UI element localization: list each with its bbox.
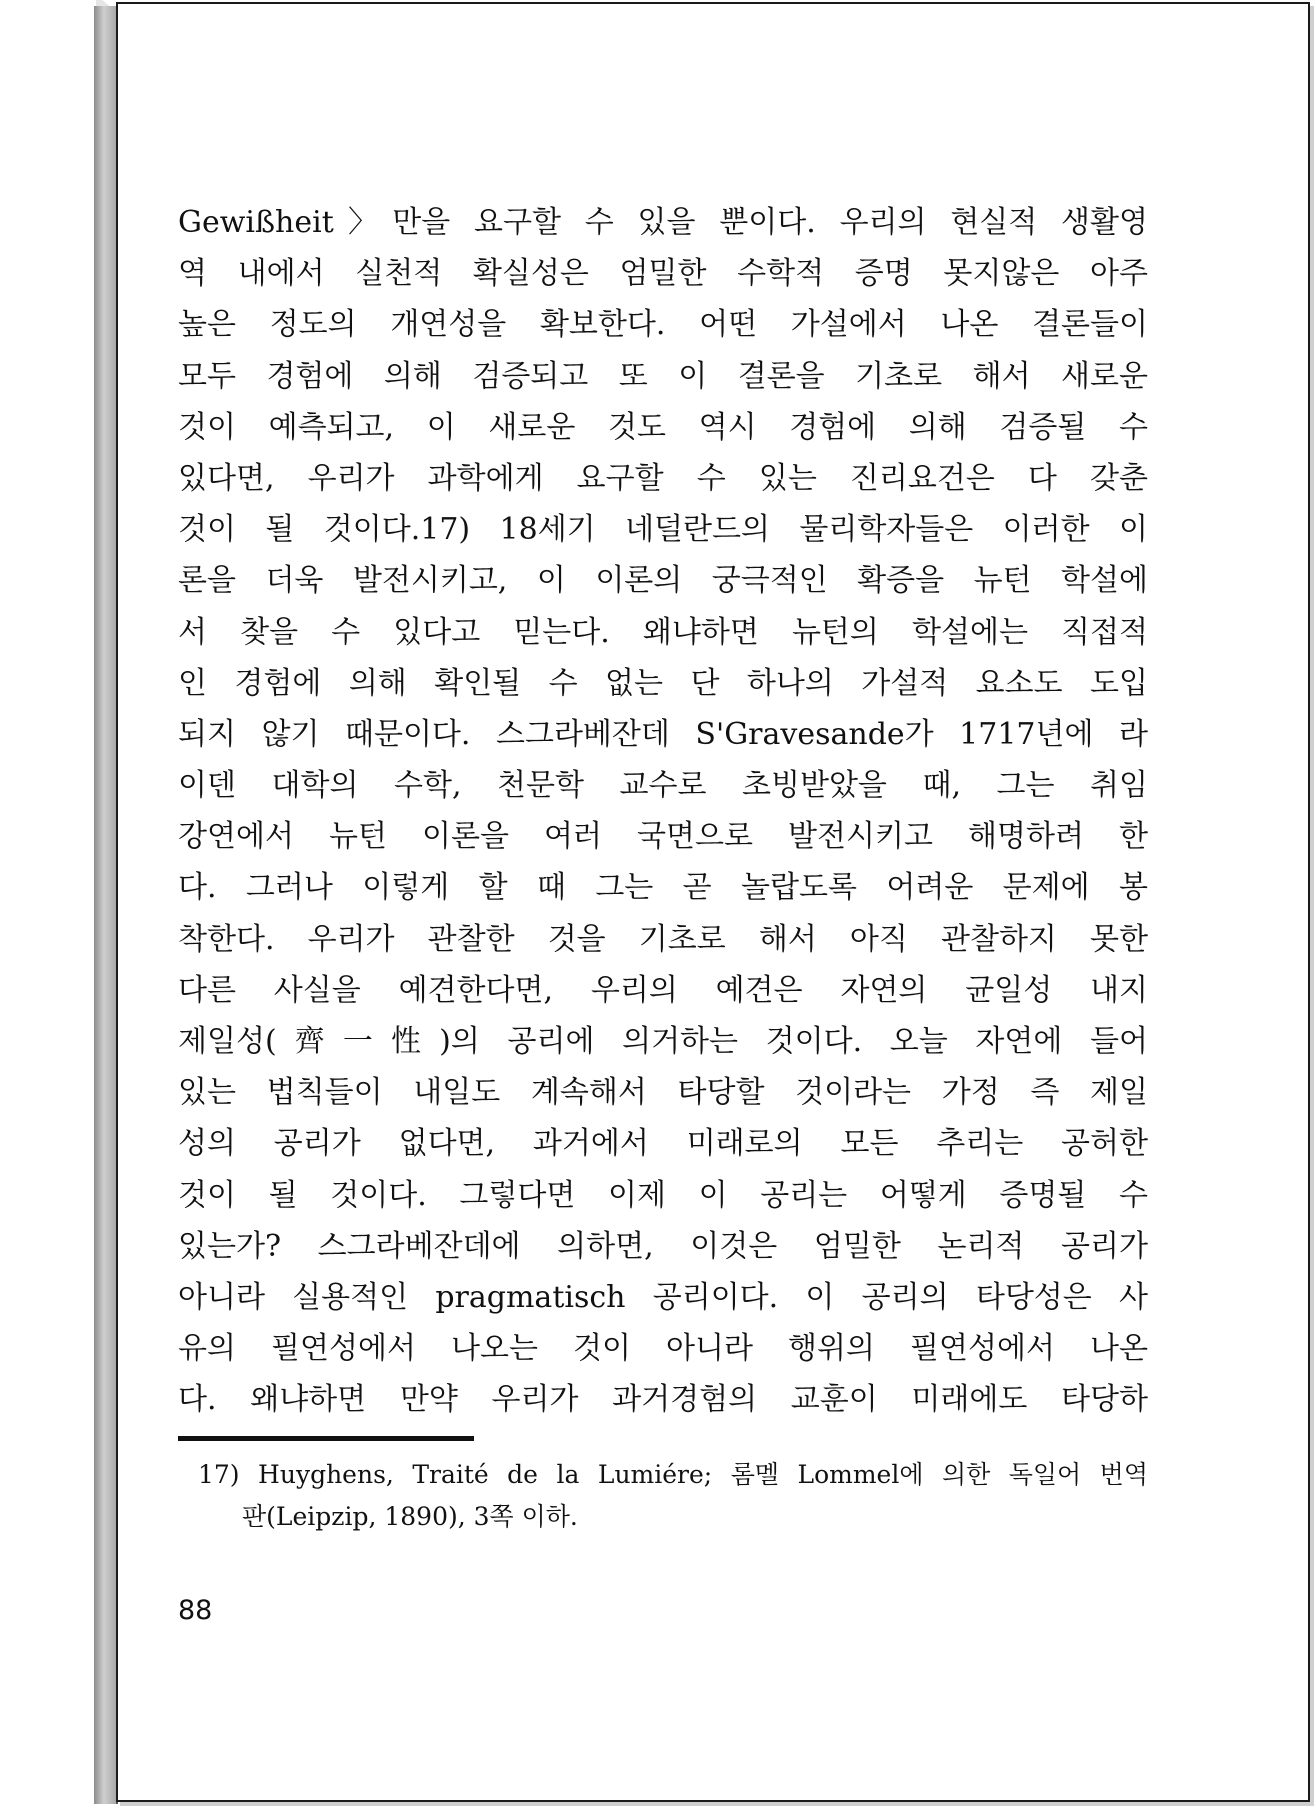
- book-spine-edge: [94, 6, 118, 1804]
- body-text-line: 다. 그러나 이렇게 할 때 그는 곧 놀랍도록 어려운 문제에 봉: [178, 870, 1148, 906]
- page-number: 88: [178, 1595, 213, 1626]
- body-text-line: 유의 필연성에서 나오는 것이 아니라 행위의 필연성에서 나온: [178, 1331, 1148, 1367]
- footnote-line: 판(Leipzip, 1890), 3쪽 이하.: [242, 1502, 578, 1531]
- body-text-line: 서 찾을 수 있다고 믿는다. 왜냐하면 뉴턴의 학설에는 직접적: [178, 614, 1148, 650]
- body-text-line: 있다면, 우리가 과학에게 요구할 수 있는 진리요건은 다 갖춘: [178, 460, 1148, 496]
- body-text-line: 제일성(齊一性)의 공리에 의거하는 것이다. 오늘 자연에 들어: [178, 1024, 1148, 1059]
- body-text-line: 것이 될 것이다. 그렇다면 이제 이 공리는 어떻게 증명될 수: [178, 1177, 1148, 1213]
- body-text-line: 되지 않기 때문이다. 스그라베잔데 S'Gravesande가 1717년에 라: [178, 716, 1148, 752]
- body-text-line: 모두 경험에 의해 검증되고 또 이 결론을 기초로 해서 새로운: [178, 358, 1148, 394]
- body-text-line: 있는가? 스그라베잔데에 의하면, 이것은 엄밀한 논리적 공리가: [178, 1228, 1148, 1264]
- body-text-line: Gewißheit〉만을 요구할 수 있을 뿐이다. 우리의 현실적 생활영: [178, 205, 1148, 240]
- body-text-line: 론을 더욱 발전시키고, 이 이론의 궁극적인 확증을 뉴턴 학설에: [178, 563, 1148, 599]
- footnote-divider: [178, 1436, 474, 1441]
- footnote-line: 17) Huyghens, Traité de la Lumiére; 롬멜 Lommel에 의한 독일어 번역: [198, 1460, 1148, 1489]
- footnote: [178, 1454, 1148, 1538]
- body-text-line: 것이 될 것이다.17) 18세기 네덜란드의 물리학자들은 이러한 이: [178, 512, 1148, 548]
- body-text-line: 다른 사실을 예견한다면, 우리의 예견은 자연의 균일성 내지: [178, 972, 1148, 1008]
- body-text-line: 것이 예측되고, 이 새로운 것도 역시 경험에 의해 검증될 수: [178, 409, 1148, 445]
- body-text: [178, 197, 1148, 1426]
- body-text-line: 이덴 대학의 수학, 천문학 교수로 초빙받았을 때, 그는 취임: [178, 768, 1148, 804]
- body-text-line: 역 내에서 실천적 확실성은 엄밀한 수학적 증명 못지않은 아주: [178, 256, 1148, 292]
- body-text-line: 있는 법칙들이 내일도 계속해서 타당할 것이라는 가정 즉 제일: [178, 1075, 1148, 1111]
- body-text-line: 성의 공리가 없다면, 과거에서 미래로의 모든 추리는 공허한: [178, 1126, 1148, 1162]
- body-text-line: 인 경험에 의해 확인될 수 없는 단 하나의 가설적 요소도 도입: [178, 665, 1148, 701]
- body-text-line: 높은 정도의 개연성을 확보한다. 어떤 가설에서 나온 결론들이: [178, 307, 1148, 343]
- body-text-line: 아니라 실용적인 pragmatisch 공리이다. 이 공리의 타당성은 사: [178, 1279, 1148, 1315]
- body-text-line: 강연에서 뉴턴 이론을 여러 국면으로 발전시키고 해명하려 한: [178, 819, 1148, 855]
- body-text-line: 다. 왜냐하면 만약 우리가 과거경험의 교훈이 미래에도 타당하: [178, 1382, 1148, 1418]
- body-text-line: 착한다. 우리가 관찰한 것을 기초로 해서 아직 관찰하지 못한: [178, 921, 1148, 957]
